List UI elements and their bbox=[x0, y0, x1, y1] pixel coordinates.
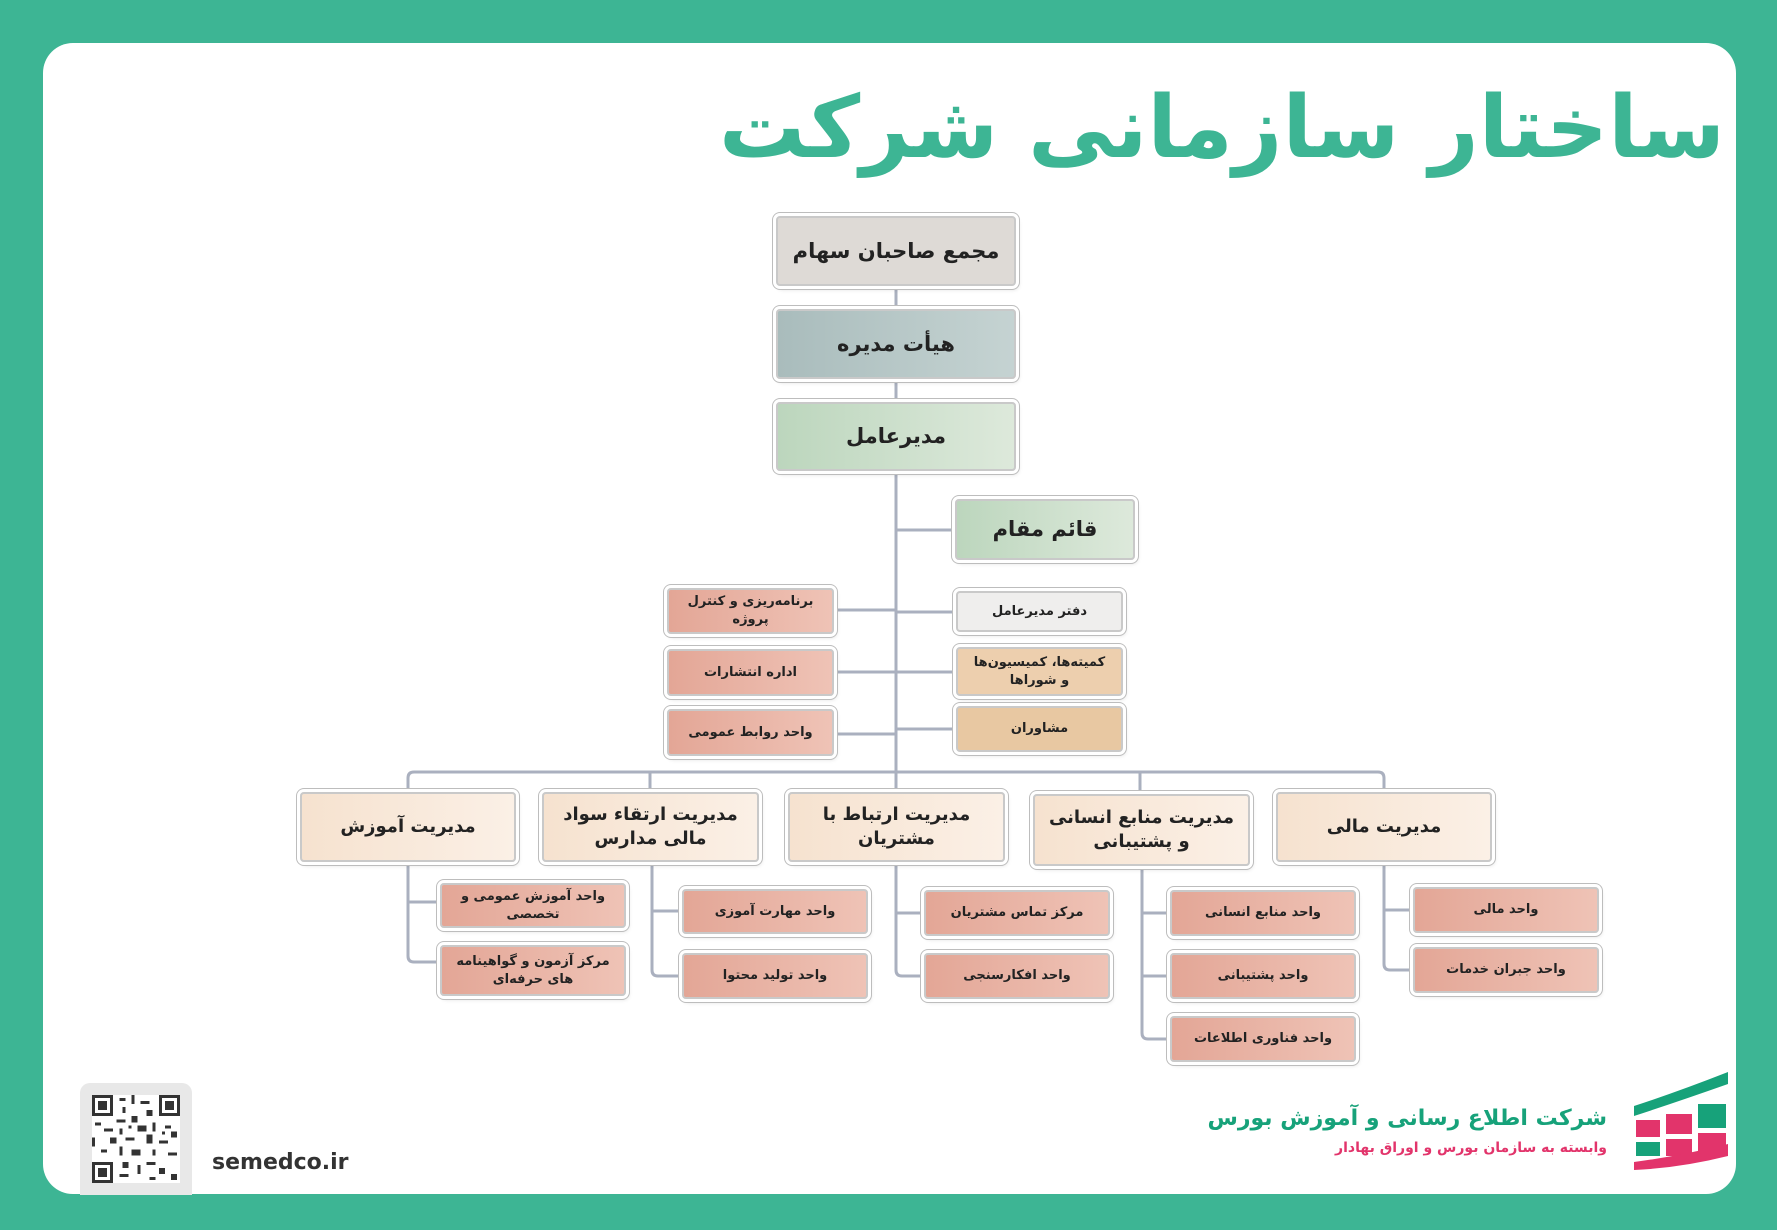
company-name: شرکت اطلاع رسانی و آموزش بورس bbox=[1207, 1106, 1607, 1131]
board-box: هیأت مدیره bbox=[776, 309, 1016, 379]
staff-left-publications: اداره انتشارات bbox=[667, 649, 834, 696]
company-subtitle: وابسته به سازمان بورس و اوراق بهادار bbox=[1335, 1140, 1607, 1156]
unit-exam-center: مرکز آزمون و گواهینامه های حرفه‌ای bbox=[440, 945, 626, 996]
dept-finance: مدیریت مالی bbox=[1276, 792, 1492, 862]
unit-finance: واحد مالی bbox=[1413, 887, 1599, 933]
unit-skill-training: واحد مهارت آموزی bbox=[682, 889, 868, 934]
company-logo-icon bbox=[1632, 1070, 1730, 1170]
shareholders-box: مجمع صاحبان سهام bbox=[776, 216, 1016, 286]
deputy-box: قائم مقام bbox=[955, 499, 1135, 560]
staff-right-ceo-office: دفتر مدیرعامل bbox=[956, 591, 1123, 632]
unit-it: واحد فناوری اطلاعات bbox=[1170, 1016, 1356, 1062]
staff-left-project-control: برنامه‌ریزی و کنترل پروژه bbox=[667, 588, 834, 634]
unit-compensation: واحد جبران خدمات bbox=[1413, 947, 1599, 993]
page-title: ساختار سازمانی شرکت bbox=[719, 78, 1725, 178]
unit-opinion-polling: واحد افکارسنجی bbox=[924, 953, 1110, 999]
staff-right-committees: کمیته‌ها، کمیسیون‌ها و شوراها bbox=[956, 647, 1123, 696]
unit-content-production: واحد تولید محتوا bbox=[682, 953, 868, 999]
unit-hr: واحد منابع انسانی bbox=[1170, 890, 1356, 936]
unit-support: واحد پشتیبانی bbox=[1170, 953, 1356, 999]
staff-left-public-relations: واحد روابط عمومی bbox=[667, 709, 834, 756]
website-url[interactable]: semedco.ir bbox=[212, 1150, 349, 1175]
dept-financial-literacy: مدیریت ارتقاء سواد مالی مدارس bbox=[542, 792, 759, 862]
unit-general-training: واحد آموزش عمومی و تخصصی bbox=[440, 883, 626, 928]
dept-education: مدیریت آموزش bbox=[300, 792, 516, 862]
qr-code-icon bbox=[80, 1083, 192, 1195]
unit-call-center: مرکز تماس مشتریان bbox=[924, 890, 1110, 936]
dept-customer-relations: مدیریت ارتباط با مشتریان bbox=[788, 792, 1005, 862]
staff-right-advisors: مشاوران bbox=[956, 706, 1123, 752]
dept-human-resources: مدیریت منابع انسانی و پشتیبانی bbox=[1033, 794, 1250, 866]
ceo-box: مدیرعامل bbox=[776, 402, 1016, 471]
